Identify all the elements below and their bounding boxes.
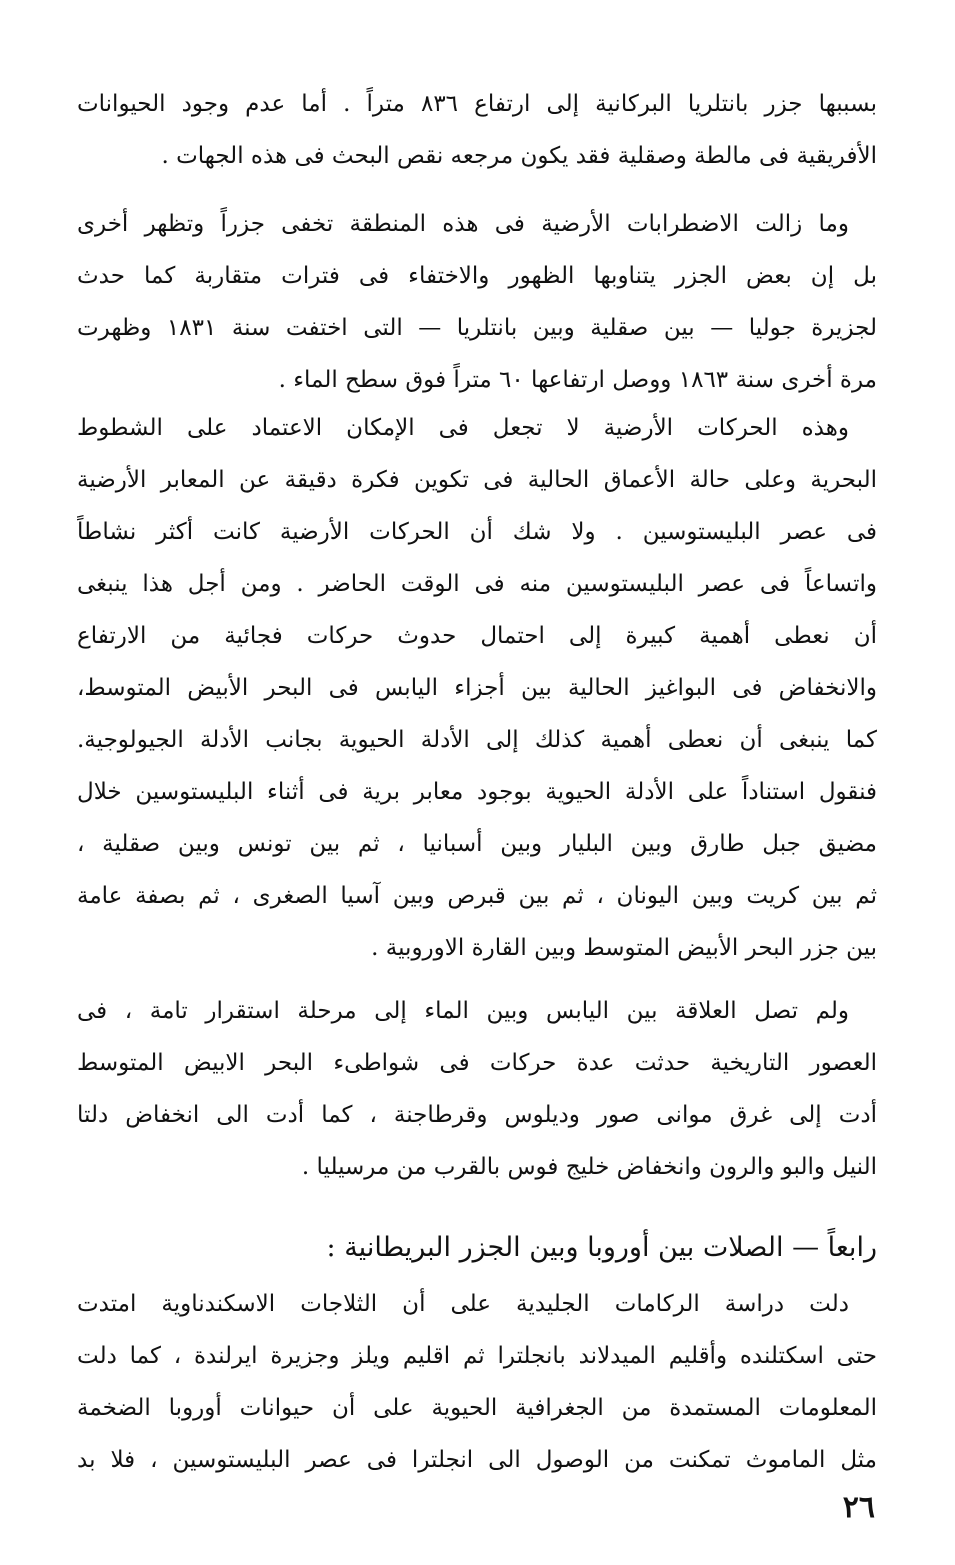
text-line: فنقول استناداً على الأدلة الحيوية بوجود معابر برية فى أثناء البليستوسين خلال [77,779,877,805]
text-line: كما ينبغى أن نعطى أهمية كذلك إلى الأدلة الحيوية بجانب الأدلة الجيولوجية. [77,727,877,753]
text-line: مضيق جبل طارق وبين البليار وبين أسبانيا ، ثم بين تونس وبين صقلية ، [77,831,877,857]
page-number: ٢٦ [842,1490,875,1525]
paragraph-5 [77,1278,877,1486]
text-line: ولم تصل العلاقة بين اليابس وبين الماء إلى مرحلة استقرار تامة ، فى [77,998,849,1024]
text-line: فى عصر البليستوسين . ولا شك أن الحركات الأرضية كانت أكثر نشاطاً [77,519,877,545]
text-line: أدت إلى غرق موانى صور وديلوس وقرطاجنة ، كما أدت الى انخفاض دلتا [77,1102,877,1128]
text-line: حتى اسكتلنده وأقليم الميدلاند بانجلترا ثم اقليم ويلز وجزيرة ايرلندة ، كما دلت [77,1343,877,1369]
text-line: البحرية وعلى حالة الأعماق الحالية فى تكوين فكرة دقيقة عن المعابر الأرضية [77,467,877,493]
text-line: مثل الماموث تمكنت من الوصول الى انجلترا فى عصر البليستوسين ، فلا بد [77,1447,877,1473]
text-line: بين جزر البحر الأبيض المتوسط وبين القارة الاوروبية . [371,935,877,961]
paragraph-4 [77,985,877,1193]
text-line: واتساعاً فى عصر البليستوسين منه فى الوقت الحاضر . ومن أجل هذا ينبغى [77,571,877,597]
text-line: مرة أخرى سنة ١٨٦٣ ووصل ارتفاعها ٦٠ متراً فوق سطح الماء . [278,367,877,393]
text-line: وهذه الحركات الأرضية لا تجعل فى الإمكان الاعتماد على الشطوط [77,415,849,441]
section-heading: رابعاً — الصلات بين أوروبا وبين الجزر البريطانية : [326,1232,877,1263]
text-line: ثم بين كريت وبين اليونان ، ثم بين قبرص وبين آسيا الصغرى ، ثم بصفة عامة [77,883,877,909]
paragraph-2 [77,198,877,406]
text-line: الأفريقية فى مالطة وصقلية فقد يكون مرجعه نقص البحث فى هذه الجهات . [161,143,877,169]
text-line: النيل والبو والرون وانخفاض خليج فوس بالقرب من مرسيليا . [301,1154,877,1180]
text-line: لجزيرة جوليا — بين صقلية وبين بانتلريا — التى اختفت سنة ١٨٣١ وظهرت [77,315,877,341]
text-line: وما زالت الاضطرابات الأرضية فى هذه المنطقة تخفى جزراً وتظهر أخرى [77,211,849,237]
text-line: بل إن بعض الجزر يتناوبها الظهور والاختفاء فى فترات متقاربة كما حدث [77,263,877,289]
paragraph-3 [77,402,877,974]
text-line: أن نعطى أهمية كبيرة إلى احتمال حدوث حركات فجائية من الارتفاع [77,623,877,649]
text-line: العصور التاريخية حدثت عدة حركات فى شواطىء البحر الابيض المتوسط [77,1050,877,1076]
text-line: المعلومات المستمدة من الجغرافية الحيوية على أن حيوانات أوروبا الضخمة [77,1395,877,1421]
text-line: والانخفاض فى البواغيز الحالية بين أجزاء اليابس فى البحر الأبيض المتوسط، [77,675,877,701]
text-line: بسببها جزر بانتلريا البركانية إلى ارتفاع ٨٣٦ متراً . أما عدم وجود الحيوانات [77,91,877,117]
text-line: دلت دراسة الركامات الجليدية على أن الثلاجات الاسكندناوية امتدت [77,1291,849,1317]
paragraph-1 [77,78,877,182]
